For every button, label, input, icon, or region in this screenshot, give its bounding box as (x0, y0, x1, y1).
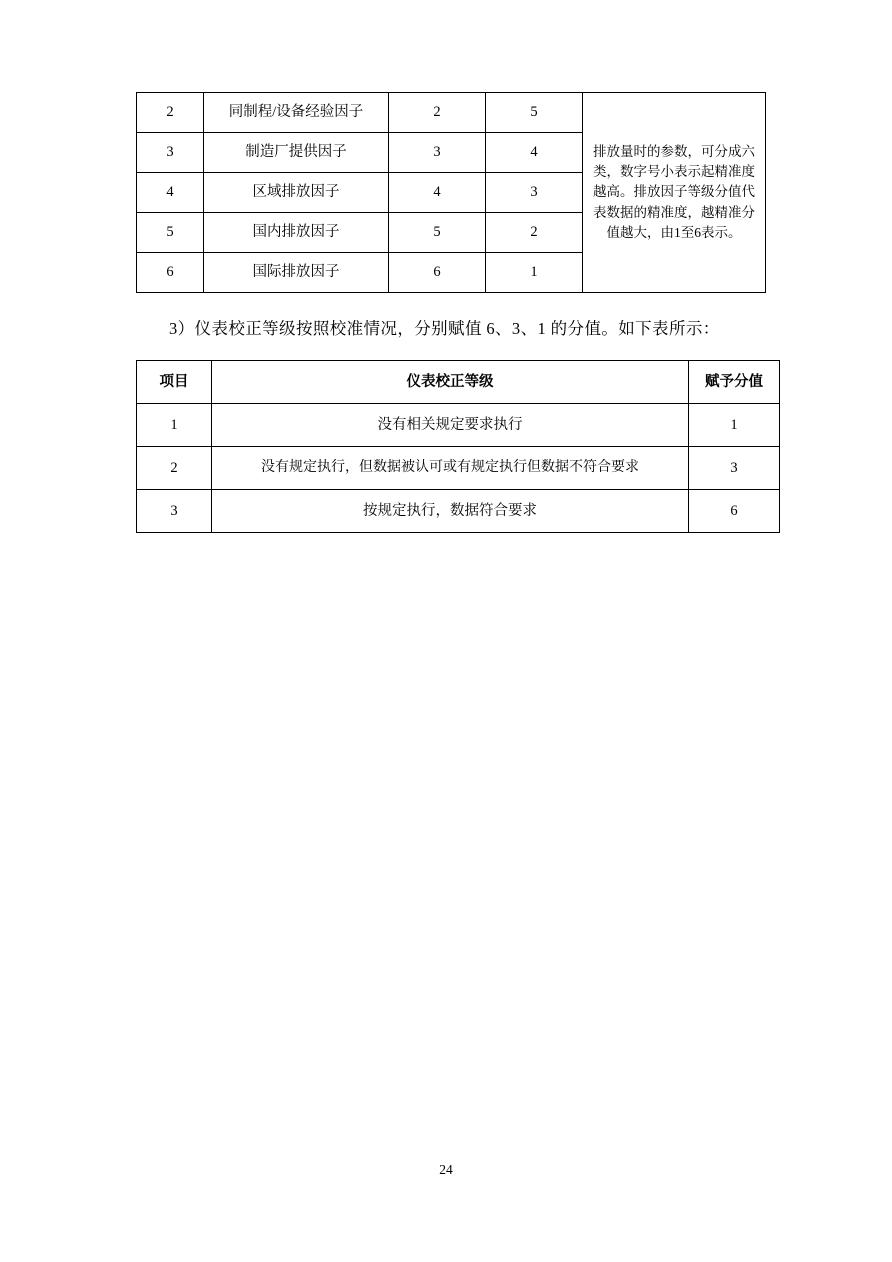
cell-score: 3 (486, 173, 583, 213)
table-header-row (137, 361, 780, 404)
cell-factor-name: 区域排放因子 (204, 173, 389, 213)
cell-description: 按规定执行，数据符合要求 (212, 490, 689, 533)
cell-score: 5 (486, 93, 583, 133)
cell-score: 4 (486, 133, 583, 173)
cell-note: 排放量时的参数，可分成六类，数字号小表示起精准度越高。排放因子等级分值代表数据的精准度，越精准分值越大，由1至6表示。 (583, 93, 766, 293)
cell-index: 4 (137, 173, 204, 213)
table-row (137, 447, 780, 490)
cell-index: 2 (137, 447, 212, 490)
cell-index: 3 (137, 490, 212, 533)
cell-factor-name: 制造厂提供因子 (204, 133, 389, 173)
cell-score: 2 (486, 213, 583, 253)
cell-score: 6 (689, 490, 780, 533)
cell-description: 没有规定执行，但数据被认可或有规定执行但数据不符合要求 (212, 447, 689, 490)
header-calibration-level: 仪表校正等级 (212, 361, 689, 404)
cell-factor-name: 同制程/设备经验因子 (204, 93, 389, 133)
cell-factor-name: 国内排放因子 (204, 213, 389, 253)
cell-index: 5 (137, 213, 204, 253)
header-item: 项目 (137, 361, 212, 404)
page-number: 24 (439, 1162, 453, 1177)
cell-index: 1 (137, 404, 212, 447)
paragraph-instrument-calibration: 3）仪表校正等级按照校准情况，分别赋值 6、3、1 的分值。如下表所示： (169, 319, 720, 338)
cell-index: 2 (137, 93, 204, 133)
cell-factor-name: 国际排放因子 (204, 253, 389, 293)
cell-level: 4 (389, 173, 486, 213)
table-row (137, 404, 780, 447)
page-content (136, 92, 764, 533)
cell-score: 3 (689, 447, 780, 490)
table-row (137, 490, 780, 533)
cell-score: 1 (486, 253, 583, 293)
table-row (137, 93, 766, 133)
cell-level: 5 (389, 213, 486, 253)
cell-level: 2 (389, 93, 486, 133)
cell-level: 6 (389, 253, 486, 293)
cell-score: 1 (689, 404, 780, 447)
cell-level: 3 (389, 133, 486, 173)
cell-index: 3 (137, 133, 204, 173)
header-assigned-score: 赋予分值 (689, 361, 780, 404)
table-instrument-calibration (136, 360, 780, 533)
cell-description: 没有相关规定要求执行 (212, 404, 689, 447)
table-emission-factor-levels (136, 92, 766, 293)
cell-index: 6 (137, 253, 204, 293)
